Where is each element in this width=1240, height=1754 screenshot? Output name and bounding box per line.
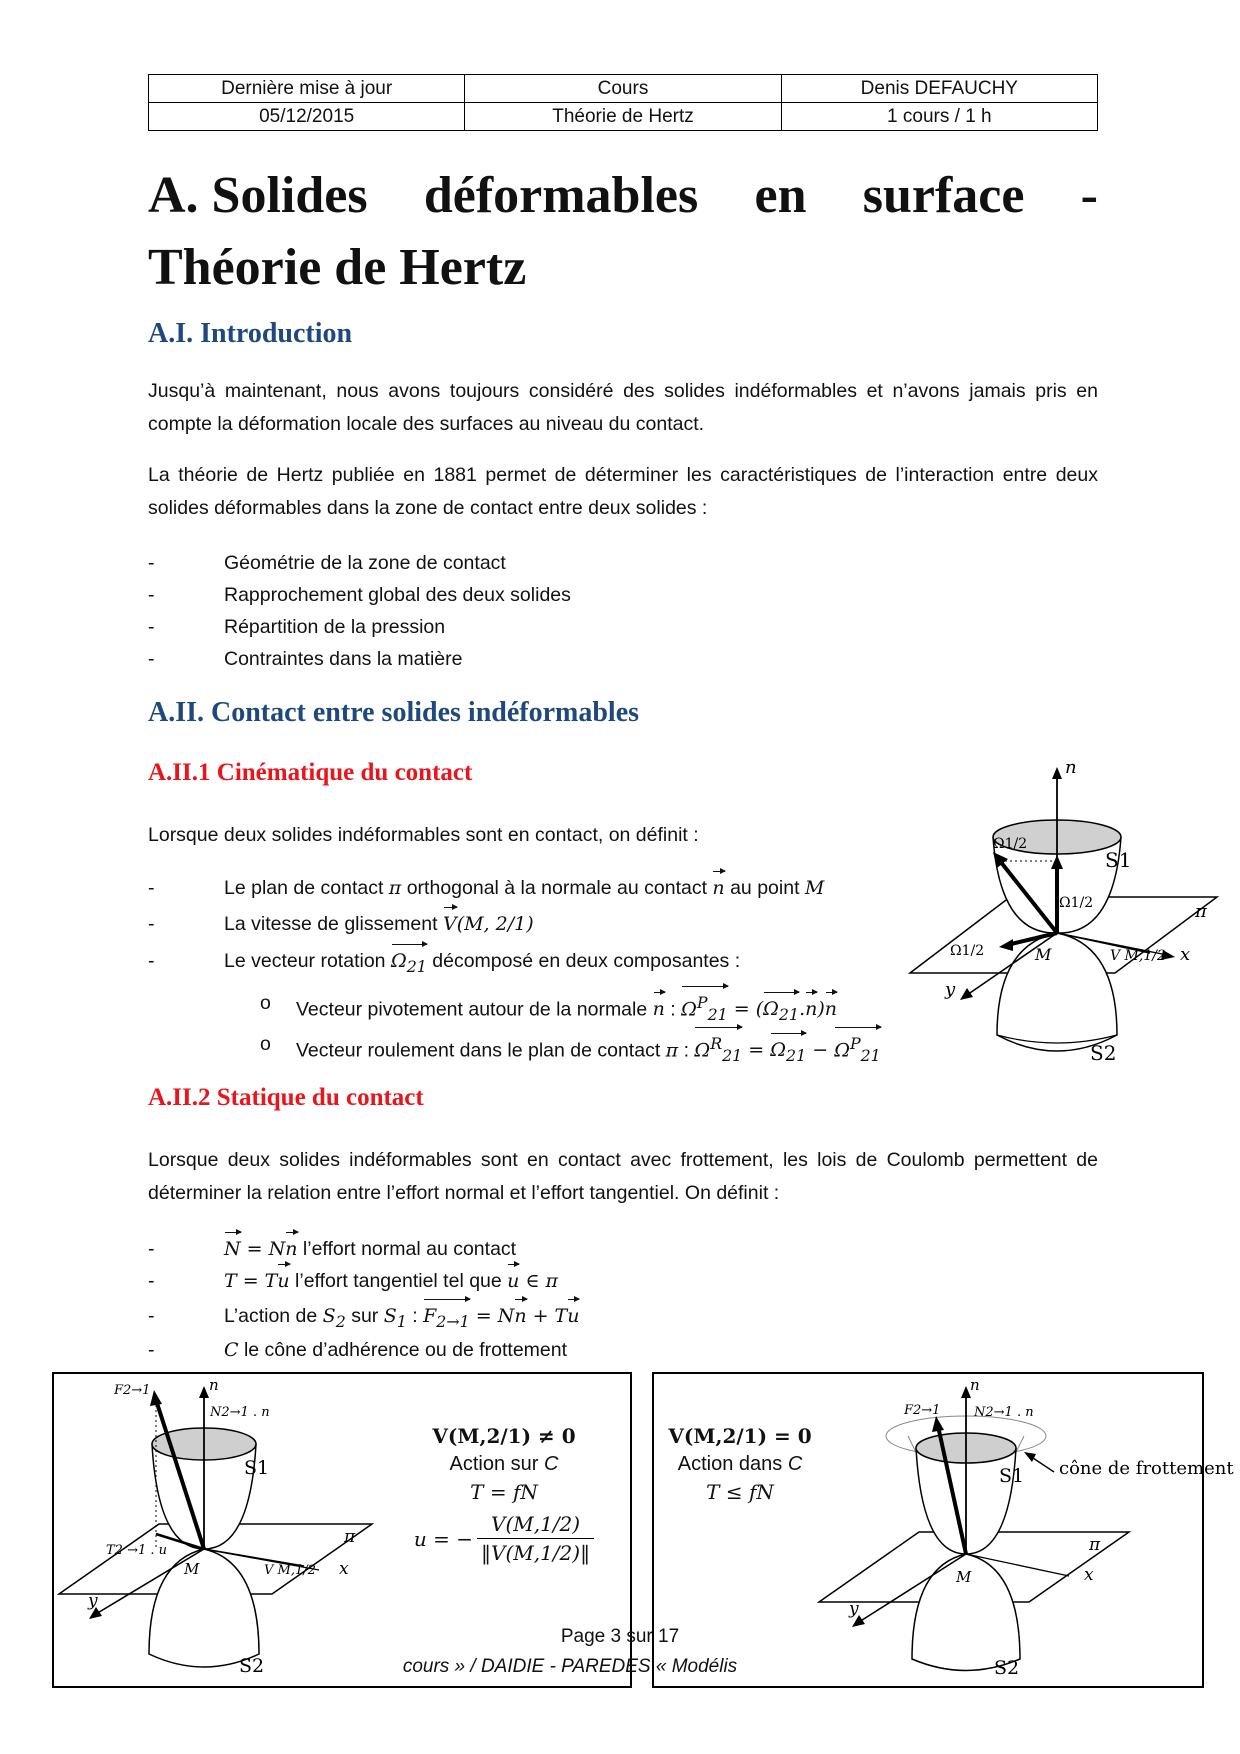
fig-label: S2 — [994, 1657, 1020, 1679]
page-number: Page 3 sur 17 — [560, 1626, 680, 1647]
heading-contact: A.II. Contact entre solides indéformables — [148, 697, 640, 728]
adhesion-contact-figure — [804, 1374, 1234, 1686]
fig-label: π — [1195, 901, 1207, 922]
heading-introduction: A.I. Introduction — [148, 318, 353, 349]
footer-credit: cours » / DAIDIE - PAREDES « Modélis — [402, 1656, 738, 1677]
fig-label: N2→1 . n — [210, 1405, 270, 1420]
header-cell: 1 cours / 1 h — [781, 103, 1097, 131]
adhesion-eq1: T ≤ fN — [706, 1480, 774, 1504]
kin-intro: Lorsque deux solides indéformables sont en contact, on définit : — [148, 824, 699, 846]
cone-label: cône de frottement — [1059, 1458, 1234, 1479]
sliding-eq2-num: V(M,1/2) — [477, 1510, 594, 1539]
fig-label: n — [209, 1376, 219, 1394]
header-cell: 05/12/2015 — [149, 103, 465, 131]
intro-paragraph-2: La théorie de Hertz publiée en 1881 permet de déterminer les caractéristiques de l’interaction entre deux solides déformables dans la zone de contact entre deux solides : — [148, 464, 1098, 519]
fig-label: N2→1 . n — [974, 1405, 1034, 1420]
sliding-contact-figure — [54, 1374, 384, 1686]
fig-label: V M,1/2 — [264, 1563, 316, 1578]
header-cell: Cours — [465, 75, 781, 103]
fig-label: V M,1/2 — [1110, 948, 1166, 964]
header-cell: Théorie de Hertz — [465, 103, 781, 131]
fig-label: Ω1/2 — [1059, 895, 1094, 911]
figure-adhesion-box — [652, 1372, 1234, 1688]
fig-label: x — [1180, 944, 1191, 965]
fig-label: π — [1089, 1535, 1101, 1555]
fig-label: Ω1/2 — [993, 836, 1028, 852]
fig-label: n — [970, 1376, 980, 1394]
fig-label: x — [339, 1559, 349, 1579]
fig-label: x — [1084, 1565, 1094, 1585]
fig-label: S2 — [1090, 1041, 1117, 1065]
fig-label: S1 — [1105, 848, 1132, 872]
heading-cinematique: A.II.1 Cinématique du contact — [148, 759, 473, 786]
title-line-2: Théorie de Hertz — [148, 239, 527, 296]
title-word: surface — [862, 167, 1025, 224]
fig-label: F2→1 — [904, 1403, 941, 1418]
header-table — [148, 74, 1098, 131]
intro-paragraph-1: Jusqu’à maintenant, nous avons toujours considéré des solides indéformables et n’avons jamais pris en compte la déformation locale des surfaces au niveau du contact. — [148, 380, 1098, 435]
fig-label: M — [184, 1560, 200, 1578]
fig-label: y — [945, 979, 956, 1000]
sliding-eq2-den: ‖V(M,1/2)‖ — [481, 1541, 591, 1565]
fig-label: M — [956, 1568, 972, 1586]
fig-label: y — [849, 1599, 859, 1619]
fig-label: T2 →1 . u — [106, 1543, 168, 1558]
fig-label: S1 — [244, 1457, 270, 1479]
kinematic-contact-figure — [905, 755, 1225, 1065]
fig-label: S1 — [999, 1465, 1025, 1487]
title-word: - — [1080, 167, 1098, 224]
sliding-action: Action sur — [449, 1453, 545, 1475]
header-cell: Dernière mise à jour — [149, 75, 465, 103]
stat-intro: Lorsque deux solides indéformables sont en contact avec frottement, les lois de Coulomb permettent de déterminer la relation entre l’effort normal et l’effort tangentiel. On définit : — [148, 1149, 1098, 1204]
page-title — [148, 160, 1098, 304]
header-cell: Denis DEFAUCHY — [781, 75, 1097, 103]
adhesion-conditions: V(M,2/1) = 0 Action dans C T ≤ fN — [660, 1422, 820, 1506]
title-word: A. Solides — [148, 167, 368, 224]
adhesion-condition: V(M,2/1) = 0 — [668, 1424, 812, 1448]
heading-statique: A.II.2 Statique du contact — [148, 1084, 424, 1111]
fig-label: π — [344, 1527, 356, 1547]
fig-label: n — [1065, 757, 1077, 778]
fig-label: Ω1/2 — [950, 943, 985, 959]
sliding-eq1: T = fN — [470, 1480, 538, 1504]
sliding-conditions: V(M,2/1) ≠ 0 Action sur C T = fN u = − $\frac{V(M,1/2)}{‖V(M,1/2)‖}$ — [384, 1422, 624, 1567]
title-word: déformables — [423, 167, 699, 224]
sliding-condition: V(M,2/1) ≠ 0 — [432, 1424, 576, 1448]
title-word: en — [754, 167, 807, 224]
fig-label: y — [88, 1591, 98, 1611]
sliding-eq2-lhs: u = − — [413, 1526, 474, 1551]
fig-label: M — [1035, 945, 1052, 964]
fig-label: F2→1 — [114, 1383, 151, 1398]
fig-label: S2 — [239, 1655, 265, 1677]
adhesion-action: Action dans — [677, 1453, 788, 1475]
